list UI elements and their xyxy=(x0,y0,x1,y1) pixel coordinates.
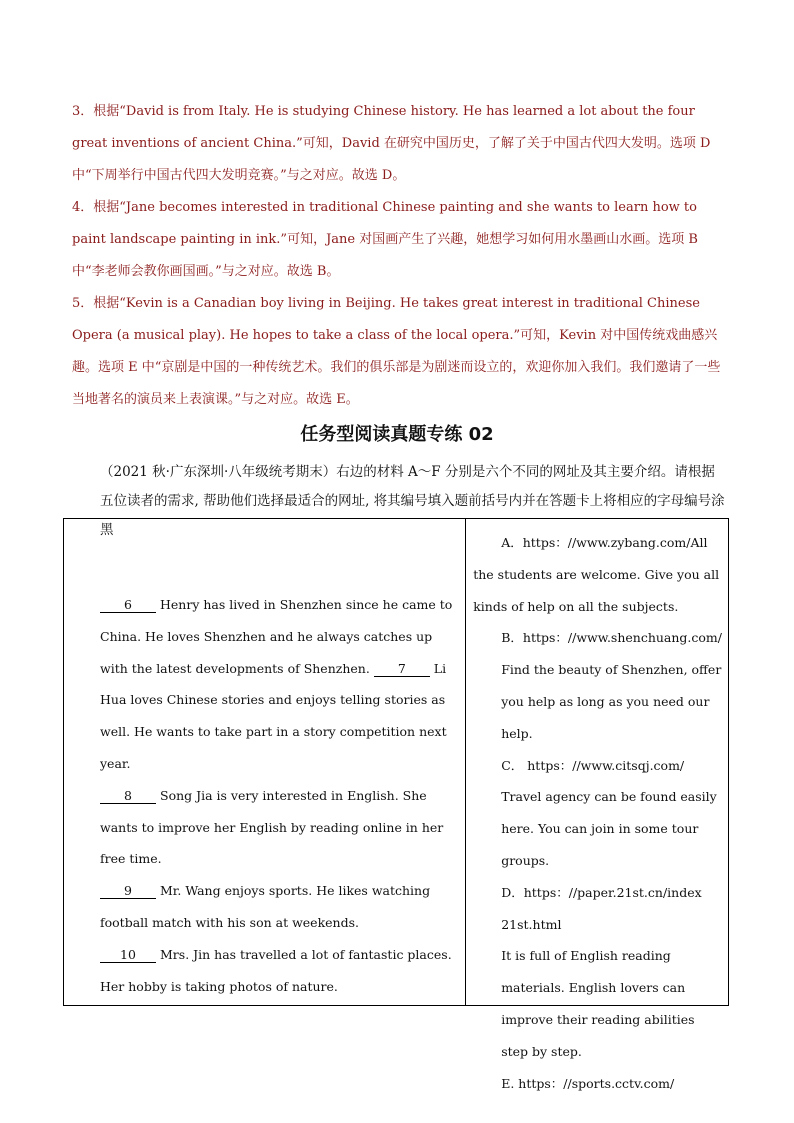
answer-number: 4． xyxy=(72,200,94,215)
section-title: 任务型阅读真题专练 02 xyxy=(300,424,494,445)
need-text: Henry has lived in Shenzhen since he came to China. He loves Shenzhen and he always catches up with the latest developments of Shenzhen. xyxy=(100,597,453,676)
option-desc: Travel agency can be found easily here. You can join in some tour groups. xyxy=(501,789,717,868)
option-label: D．https：//paper.21st.cn/index 21st.html xyxy=(501,884,702,932)
website-options-column xyxy=(466,519,728,1091)
reader-needs-column xyxy=(64,519,466,1005)
option-label: E. https：//sports.cctv.com/ xyxy=(501,1075,675,1091)
answer-3 xyxy=(72,96,726,192)
answer-explanations xyxy=(72,96,726,416)
answer-blank[interactable]: 8 xyxy=(100,789,156,804)
need-text: Mrs. Jin has travelled a lot of fantastic places. Her hobby is taking photos of nature. xyxy=(100,946,452,994)
need-item xyxy=(72,780,457,875)
answer-5 xyxy=(72,288,726,416)
answer-4 xyxy=(72,192,726,288)
option-label: C． https：//www.citsqj.com/ xyxy=(501,757,685,773)
answer-text: 根据“Kevin is a Canadian boy living in Beijing. He takes great interest in traditional Chinese Opera (a musical play). He hopes to take a class of the local opera.”可知，Kevin 对中国传统戏曲感兴趣。选项 E 中“京剧是中国的一种传统艺术。我们的俱乐部是为剧迷而设立的，欢迎你加入我们。我们邀请了一些当地著名的演员来上表演课。”与之对应。故选 E。 xyxy=(72,296,721,407)
need-item xyxy=(72,589,457,780)
option-desc: It is full of English reading materials. English lovers can improve their reading abilities step by step. xyxy=(501,948,695,1059)
answer-blank[interactable]: 9 xyxy=(100,884,156,899)
answer-text: 根据“Jane becomes interested in traditional Chinese painting and she wants to learn how to paint landscape painting in ink.”可知，Jane 对国画产生了兴趣，她想学习如何用水墨画山水画。选项 B 中“李老师会教你画国画。”与之对应。故选 B。 xyxy=(72,200,698,279)
need-item xyxy=(72,875,457,939)
instructions-text: （2021 秋·广东深圳·八年级统考期末）右边的材料 A～F 分别是六个不同的网址及其主要介绍。请根据五位读者的需求, 帮助他们选择最适合的网址, 将其编号填入题前括号内并在答题卡上将相应的字母编号涂黑 xyxy=(100,464,725,538)
answer-number: 5． xyxy=(72,296,94,311)
option-desc: Find the beauty of Shenzhen, offer you help as long as you need our help. xyxy=(501,662,722,741)
option-label: B．https：//www.shenchuang.com/ xyxy=(501,630,722,646)
option-label: A．https：//www.zybang.com/All xyxy=(501,535,708,550)
answer-blank[interactable]: 6 xyxy=(100,598,156,613)
need-item xyxy=(72,939,457,1003)
answer-text: 根据“David is from Italy. He is studying Chinese history. He has learned a lot about the four great inventions of ancient China.”可知，David 在研究中国历史，了解了关于中国古代四大发明。选项 D 中“下周举行中国古代四大发明竞赛。”与之对应。故选 D。 xyxy=(72,104,711,183)
answer-blank[interactable]: 10 xyxy=(100,948,156,963)
answer-number: 3． xyxy=(72,104,94,119)
answer-blank[interactable]: 7 xyxy=(374,662,430,677)
option-desc: the students are welcome. Give you all kinds of help on all the subjects. xyxy=(473,566,720,614)
need-text: Mr. Wang enjoys sports. He likes watching football match with his son at weekends. xyxy=(100,883,431,930)
matching-table xyxy=(63,518,729,1091)
need-text: Li Hua loves Chinese stories and enjoys telling stories as well. He wants to take part in a story competition next year. xyxy=(100,660,447,771)
need-text: Song Jia is very interested in English. She wants to improve her English by reading online in her free time. xyxy=(100,787,444,867)
